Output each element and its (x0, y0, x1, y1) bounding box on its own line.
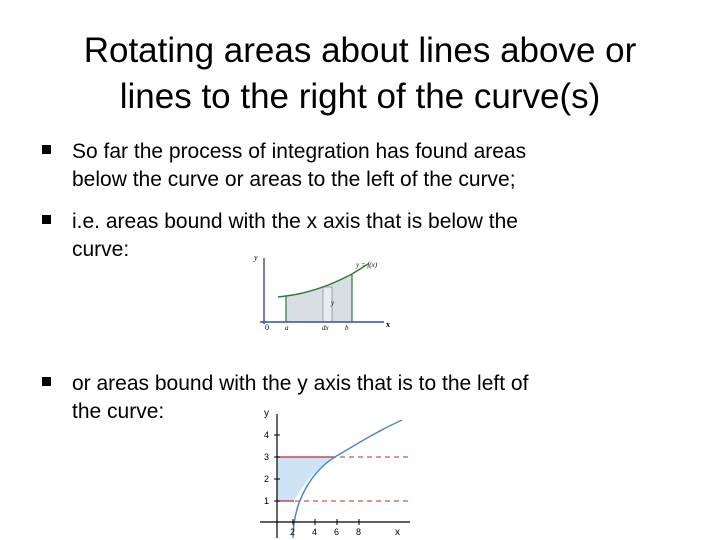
x-tick-label-4: 4 (312, 527, 318, 537)
x-tick-label-8: 8 (356, 527, 362, 537)
y-axis-label: y (254, 253, 258, 262)
bullet-3-line-2: the curve: (72, 400, 165, 423)
bullet-1-line-1: So far the process of integration has found areas (72, 140, 527, 163)
dx-label: dx (322, 324, 329, 332)
b-label: b (345, 324, 349, 332)
bullet-1 (72, 138, 652, 194)
shaded-region (286, 274, 352, 322)
a-label: a (285, 324, 289, 332)
bullet-marker (42, 377, 51, 386)
bullet-marker (42, 215, 51, 224)
slide-title (40, 28, 680, 120)
bullet-2-line-1: i.e. areas bound with the x axis that is below the (72, 210, 518, 233)
area-under-curve-figure (248, 250, 398, 334)
y-tick-label-2: 2 (264, 474, 270, 484)
bullet-3-line-1: or areas bound with the y axis that is to the left of (72, 372, 529, 395)
shaded-region (277, 457, 336, 501)
y-tick-label-4: 4 (264, 430, 270, 440)
title-line-1: Rotating areas about lines above or (83, 31, 637, 70)
y-tick-label-3: 3 (264, 452, 270, 462)
bullet-1-line-2: below the curve or areas to the left of the curve; (72, 168, 516, 191)
curve-label: y = f(x) (356, 261, 378, 269)
bullet-marker (42, 145, 51, 154)
title-line-2: lines to the right of the curve(s) (119, 77, 601, 116)
x-tick-label-2: 2 (290, 527, 296, 537)
origin-label: 0 (265, 323, 269, 332)
area-left-of-curve-figure (250, 404, 415, 538)
curve (293, 420, 402, 538)
x-axis-label: x (386, 320, 390, 329)
y-tick-label-1: 1 (264, 496, 270, 506)
x-axis-label: x (395, 527, 400, 538)
strip-height-label: y (331, 299, 335, 307)
bullet-2-line-2: curve: (72, 238, 130, 261)
x-tick-label-6: 6 (334, 527, 340, 537)
y-axis-label: y (264, 408, 269, 419)
